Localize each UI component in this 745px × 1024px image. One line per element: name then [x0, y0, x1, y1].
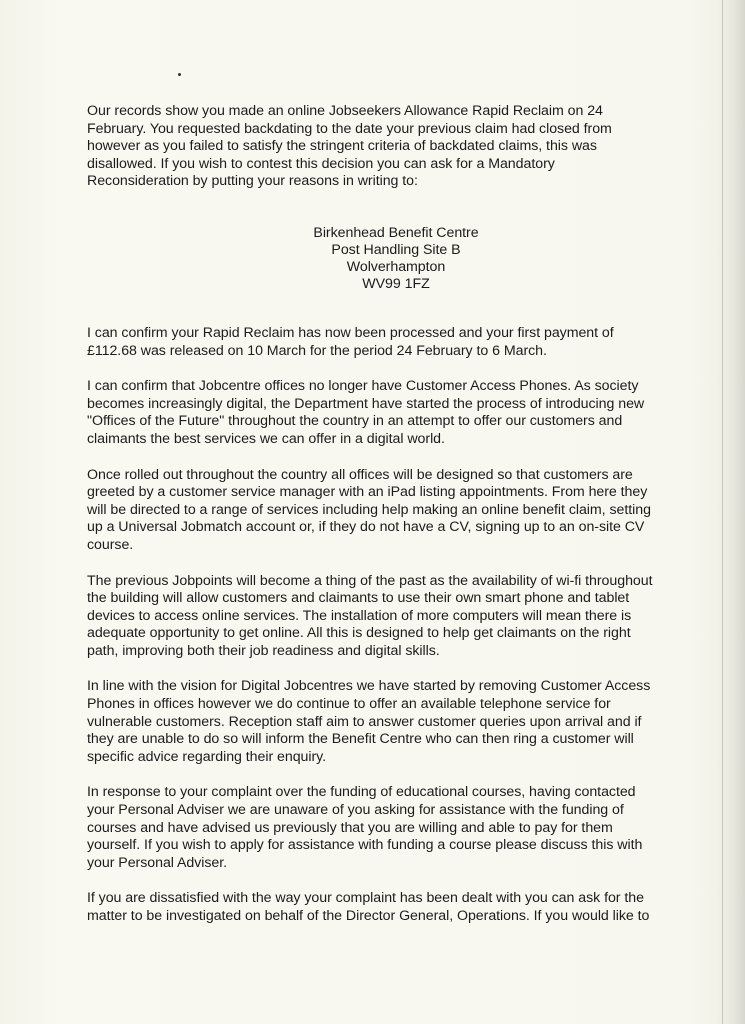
letter-body [87, 103, 667, 926]
intro-paragraph: Our records show you made an online Jobseekers Allowance Rapid Reclaim on 24 February. You requested backdating to the date your previous claim had closed from however as you failed to satisfy the stringent criteria of backdated claims, this was disallowed. If you wish to contest this decision you can ask for a Mandatory Reconsideration by putting your reasons in writing to: [87, 103, 612, 190]
address-line-site: Post Handling Site B [331, 241, 461, 258]
customer-access-phones-paragraph: I can confirm that Jobcentre offices no longer have Customer Access Phones. As society becomes increasingly digital, the Department have started the process of introducing new "Offices of the Future" throughout the country in an attempt to offer our customers and claimants the best services we can offer in a digital world. [87, 378, 645, 447]
offices-rollout-paragraph: Once rolled out throughout the country all offices will be designed so that customers are greeted by a customer service manager with an iPad listing appointments. From here they will be directed to a range of services including help making an online benefit claim, setting up a Universal Jobmatch account or, if they do not have a CV, signing up to an on-site CV course. [87, 466, 651, 553]
page-edge-shadow [717, 0, 745, 1024]
dissatisfied-paragraph: If you are dissatisfied with the way your complaint has been dealt with you can ask for the matter to be investigated on behalf of the Director General, Operations. If you would like to [87, 890, 650, 924]
educational-courses-paragraph: In response to your complaint over the funding of educational courses, having contacted your Personal Adviser we are unaware of you asking for assistance with the funding of courses and have advised us previously that you are willing and able to pay for them yourself. If you wish to apply for assistance with funding a course please discuss this with your Personal Adviser. [87, 784, 643, 871]
scan-speck [178, 73, 181, 76]
jobpoints-paragraph: The previous Jobpoints will become a thing of the past as the availability of wi-fi throughout the building will allow customers and claimants to use their own smart phone and tablet devices to access online services. The installation of more computers will mean there is adequate opportunity to get online. All this is designed to help get claimants on the right path, improving both their job readiness and digital skills. [87, 572, 653, 659]
payment-confirmation-paragraph: I can confirm your Rapid Reclaim has now been processed and your first payment of £112.68 was released on 10 March for the period 24 February to 6 March. [87, 324, 614, 359]
address-line-centre: Birkenhead Benefit Centre [313, 224, 479, 241]
postal-address [87, 225, 667, 293]
address-line-city: Wolverhampton [346, 258, 446, 275]
digital-jobcentres-paragraph: In line with the vision for Digital Jobcentres we have started by removing Customer Access Phones in offices however we do continue to offer an available telephone service for vulnerable customers. Reception staff aim to answer customer queries upon arrival and if they are unable to do so will inform the Benefit Centre who can then ring a customer will specific advice regarding their enquiry. [87, 678, 651, 765]
address-line-postcode: WV99 1FZ [362, 275, 430, 292]
